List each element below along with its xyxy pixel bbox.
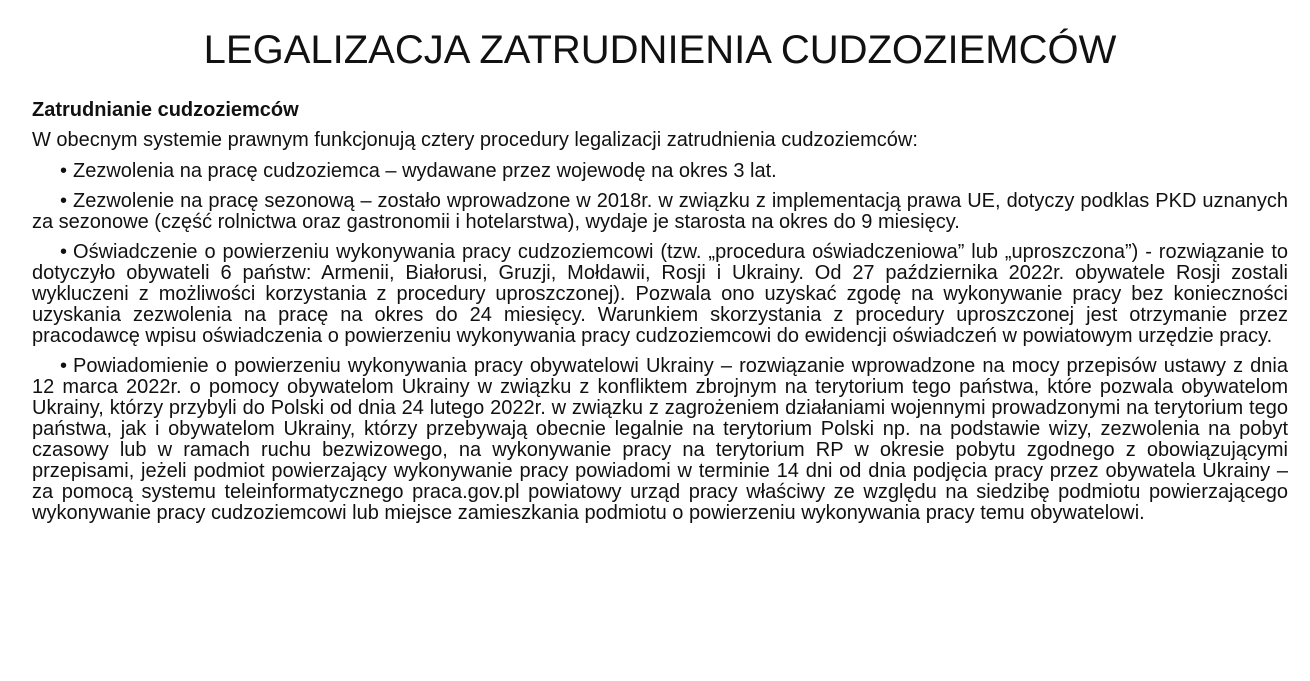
procedure-text: Powiadomienie o powierzeniu wykonywania pracy obywatelowi Ukrainy – rozwiązanie wprowadzone na mocy przepisów ustawy z dnia 12 marca 2022r. o pomocy obywatelom Ukrainy w związku z konfliktem zbrojnym na terytorium tego państwa, które pozwala obywatelom Ukrainy, którzy przybyli do Polski od dnia 24 lutego 2022r. w związku z zagrożeniem działaniami wojennymi prowadzonymi na terytorium tego państwa, jak i obywatelom Ukrainy, którzy przebywają obecnie legalnie na terytorium Polski np. na podstawie wizy, zezwolenia na pobyt czasowy lub w ramach ruchu bezwizowego, na wykonywanie pracy na terytorium RP w okresie pobytu zgodnego z obowiązującymi przepisami, jeżeli podmiot powierzający wykonywanie pracy powiadomi w terminie 14 dni od dnia podjęcia pracy przez obywatela Ukrainy – za pomocą systemu teleinformatycznego praca.gov.pl powiatowy urząd pracy właściwy ze względu na siedzibę podmiotu powierzającego wykonywanie pracy cudzoziemcowi lub miejsce zamieszkania podmiotu o powierzeniu wykonywania pracy temu obywatelowi. <box>32 355 1288 524</box>
slide-title: LEGALIZACJA ZATRUDNIENIA CUDZOZIEMCÓW <box>203 28 1117 72</box>
procedure-text: Zezwolenia na pracę cudzoziemca – wydawane przez wojewodę na okres 3 lat. <box>73 160 777 182</box>
section-heading: Zatrudnianie cudzoziemców <box>32 99 299 121</box>
intro-paragraph: W obecnym systemie prawnym funkcjonują cztery procedury legalizacji zatrudnienia cudzoziemców: <box>32 129 918 151</box>
procedure-item-work-permit <box>32 161 1288 182</box>
bullet-icon: • <box>60 355 68 377</box>
procedure-text: Zezwolenie na pracę sezonową – zostało wprowadzone w 2018r. w związku z implementacją prawa UE, dotyczy podklas PKD uznanych za sezonowe (część rolnictwa oraz gastronomii i hotelarstwa), wydaje je starosta na okres do 9 miesięcy. <box>32 190 1288 233</box>
bullet-icon: • <box>60 160 68 182</box>
procedure-list <box>32 161 1288 524</box>
bullet-icon: • <box>60 190 68 212</box>
procedure-text: Oświadczenie o powierzeniu wykonywania pracy cudzoziemcowi (tzw. „procedura oświadczeniowa” lub „uproszczona”) - rozwiązanie to dotyczyło obywateli 6 państw: Armenii, Białorusi, Gruzji, Mołdawii, Rosji i Ukrainy. Od 27 października 2022r. obywatele Rosji zostali wykluczeni z możliwości korzystania z procedury uproszczonej). Pozwala ono uzyskać zgodę na wykonywanie pracy bez konieczności uzyskania zezwolenia na pracę na okres do 24 miesięcy. Warunkiem skorzystania z procedury uproszczonej jest otrzymanie przez pracodawcę wpisu oświadczenia o powierzeniu wykonywania pracy cudzoziemcowi do ewidencji oświadczeń w powiatowym urzędzie pracy. <box>32 241 1288 347</box>
procedure-item-ukraine-notification <box>32 356 1288 524</box>
procedure-item-seasonal-permit <box>32 191 1288 233</box>
bullet-icon: • <box>60 241 68 263</box>
procedure-item-declaration <box>32 242 1288 347</box>
